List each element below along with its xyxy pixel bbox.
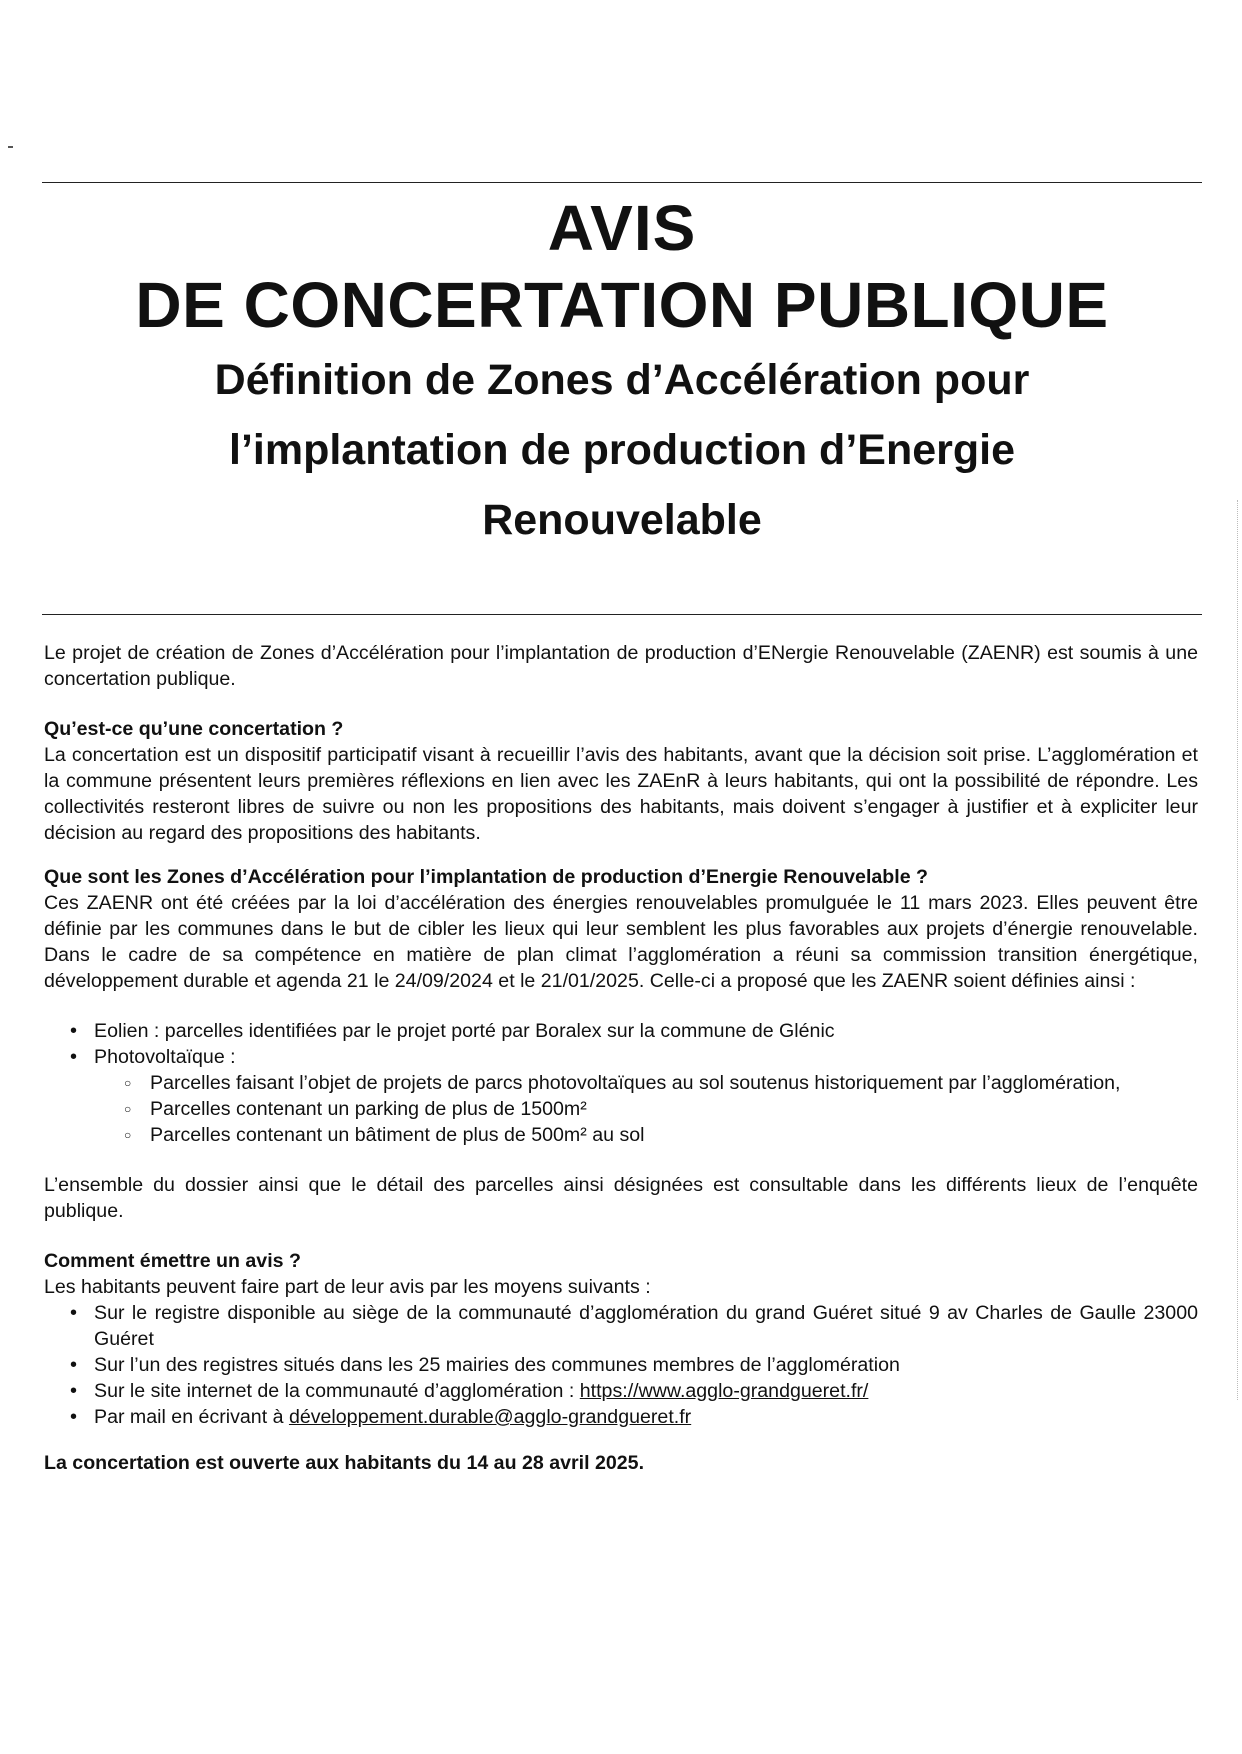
scan-artifact bbox=[8, 146, 13, 148]
bottom-divider bbox=[42, 614, 1202, 615]
subtitle-line-1: Définition de Zones d’Accélération pour bbox=[214, 356, 1030, 404]
list-item: • Sur le registre disponible au siège de la communauté d’agglomération du grand Guéret situé 9 av Charles de Gaulle 23000 Guéret bbox=[44, 1300, 1198, 1352]
pv-sub-list bbox=[94, 1070, 1198, 1148]
concertation-dates: La concertation est ouverte aux habitants du 14 au 28 avril 2025. bbox=[44, 1452, 645, 1474]
section-heading: Qu’est-ce qu’une concertation ? bbox=[44, 718, 344, 740]
section-text: La concertation est un dispositif participatif visant à recueillir l’avis des habitants, avant que la décision soit prise. L’agglomération et la commune présentent leurs premières réflexions en lien avec les ZAEnR à leurs habitants, qui ont la possibilité de répondre. Les collectivités resteront libres de suivre ou non les propositions des habitants, mais doivent s’engager à justifier et à expliciter leur décision au regard des propositions des habitants. bbox=[44, 744, 1198, 844]
list-item bbox=[44, 1404, 1198, 1430]
section-what-are-zaenr bbox=[44, 864, 1198, 1224]
intro-paragraph: Le projet de création de Zones d’Accélération pour l’implantation de production d’ENergie Renouvelable (ZAENR) est soumis à une concertation publique. bbox=[44, 642, 1198, 690]
list-item bbox=[44, 1044, 1198, 1148]
sub-list-item: ○ Parcelles contenant un bâtiment de plus de 500m² au sol bbox=[94, 1122, 1198, 1148]
section-heading: Comment émettre un avis ? bbox=[44, 1250, 301, 1272]
section-how-to-give-opinion bbox=[44, 1248, 1198, 1430]
list-item: • Sur l’un des registres situés dans les 25 mairies des communes membres de l’agglomération bbox=[44, 1352, 1198, 1378]
subtitle-line-3: Renouvelable bbox=[482, 496, 762, 544]
zaenr-list bbox=[44, 1018, 1198, 1148]
website-prefix: Sur le site internet de la communauté d’agglomération : bbox=[94, 1380, 580, 1402]
section-what-is-concertation bbox=[44, 716, 1198, 846]
dossier-paragraph: L’ensemble du dossier ainsi que le détail des parcelles ainsi désignées est consultable dans les différents lieux de l’enquête publique. bbox=[44, 1174, 1198, 1222]
sub-list-item: ○ Parcelles contenant un parking de plus de 1500m² bbox=[94, 1096, 1198, 1122]
section-heading: Que sont les Zones d’Accélération pour l’implantation de production d’Energie Renouvelable ? bbox=[44, 866, 929, 888]
section-text: Les habitants peuvent faire part de leur avis par les moyens suivants : bbox=[44, 1276, 651, 1298]
scan-edge bbox=[1235, 500, 1238, 1400]
list-item bbox=[44, 1378, 1198, 1404]
section-text: Ces ZAENR ont été créées par la loi d’accélération des énergies renouvelables promulguée le 11 mars 2023. Elles peuvent être définie par les communes dans le but de cibler les lieux qui leur semblent les plus favorables aux projets d’énergie renouvelable. Dans le cadre de sa compétence en matière de plan climat l’agglomération a réuni sa commission transition énergétique, développement durable et agenda 21 le 24/09/2024 et le 21/01/2025. Celle-ci a proposé que les ZAENR soient définies ainsi : bbox=[44, 892, 1198, 992]
website-link[interactable]: https://www.agglo-grandgueret.fr/ bbox=[579, 1380, 869, 1402]
list-item-label: Photovoltaïque : bbox=[94, 1046, 236, 1068]
list-item: • Eolien : parcelles identifiées par le projet porté par Boralex sur la commune de Glénic bbox=[44, 1018, 1198, 1044]
opinion-methods-list bbox=[44, 1300, 1198, 1430]
email-link[interactable]: développement.durable@agglo-grandgueret.fr bbox=[288, 1406, 692, 1428]
sub-list-item: ○ Parcelles faisant l’objet de projets de parcs photovoltaïques au sol soutenus historiquement par l’agglomération, bbox=[94, 1070, 1198, 1096]
mail-prefix: Par mail en écrivant à bbox=[94, 1406, 289, 1428]
title-block bbox=[42, 190, 1202, 554]
top-divider bbox=[42, 182, 1202, 183]
title-concertation: DE CONCERTATION PUBLIQUE bbox=[135, 269, 1109, 341]
title-avis: AVIS bbox=[547, 192, 697, 264]
notice-body bbox=[44, 640, 1198, 1476]
subtitle-line-2: l’implantation de production d’Energie bbox=[229, 426, 1015, 474]
